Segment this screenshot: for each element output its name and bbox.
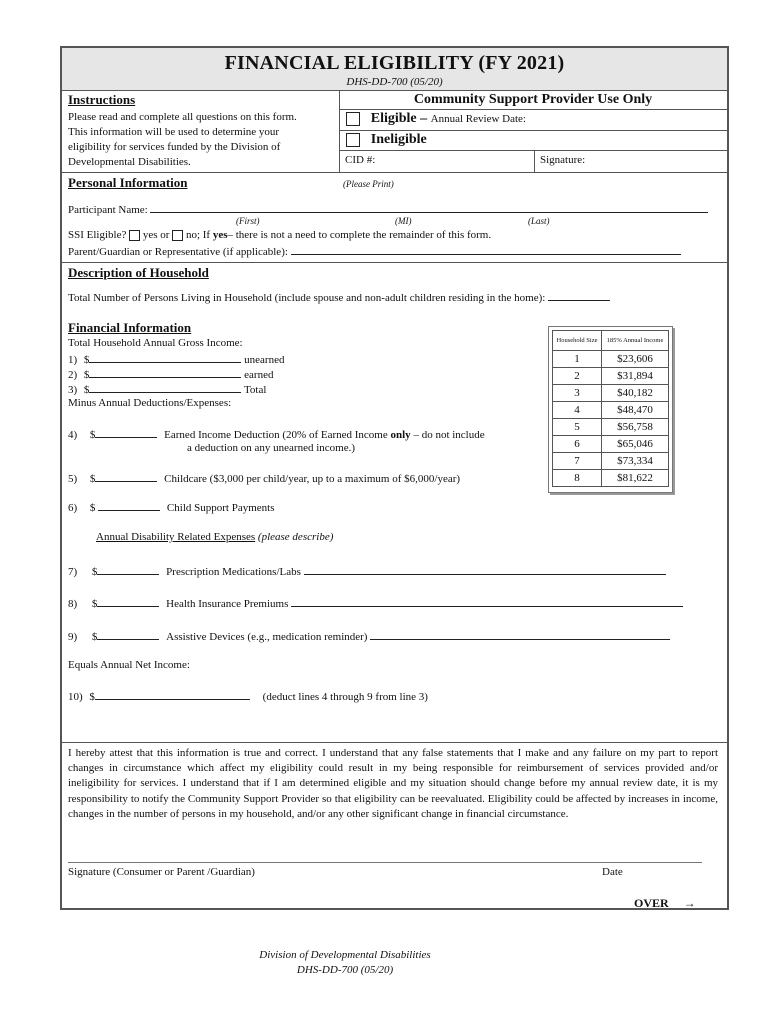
instructions-text <box>68 110 336 170</box>
ssi-yes-bold: yes <box>212 229 228 241</box>
minus-label: Minus Annual Deductions/Expenses: <box>68 397 232 409</box>
divider <box>62 742 727 743</box>
date-label: Date <box>602 866 623 878</box>
line-number: 2) <box>68 369 78 381</box>
income-cell: $40,182 <box>602 385 669 402</box>
household-count-field[interactable] <box>548 290 610 301</box>
dollar-sign: $ <box>91 631 98 643</box>
line-4 <box>68 427 485 441</box>
footer-division: Division of Developmental Disabilities <box>259 949 431 961</box>
table-row <box>553 436 669 453</box>
eligible-dash: – <box>416 111 431 126</box>
over-label: OVER <box>634 896 669 910</box>
dollar-sign: $ <box>83 384 90 396</box>
attestation-text: I hereby attest that this information is true and correct. I understand that any false statements that I make and any failure on my part to report changes in circumstance which affect my eligibility could result in my being responsible for reimbursement of services provided and/or ineligibility for services. I understand that if I am determined eligible and my situation should change before my annual review date, it is my responsibility to notify the Community Support Provider so that eligibility can be reevaluated. Eligibility could be affected by increases in income, changes in the number of persons in my household, and/or any other significant change in financial circumstance. <box>68 747 718 820</box>
divider <box>534 150 535 172</box>
table-row <box>553 385 669 402</box>
line-number: 1) <box>68 354 78 366</box>
table-row <box>553 453 669 470</box>
line-1 <box>68 352 284 366</box>
household-heading: Description of Household <box>68 265 209 280</box>
assistive-amount-field[interactable] <box>97 629 159 640</box>
line-label: unearned <box>244 354 285 366</box>
total-field[interactable] <box>89 382 241 393</box>
line-number: 8) <box>68 598 78 610</box>
dollar-sign: $ <box>89 473 96 485</box>
line-8 <box>68 596 683 610</box>
size-cell: 2 <box>553 368 602 385</box>
table-row <box>553 470 669 487</box>
line-2 <box>68 367 273 381</box>
arrow-right-icon: → <box>683 896 696 910</box>
line-number: 5) <box>68 473 78 485</box>
child-support-field[interactable] <box>98 500 160 511</box>
eligible-row <box>346 111 526 127</box>
ssi-no-checkbox[interactable] <box>172 230 183 241</box>
guardian-field[interactable] <box>291 244 681 255</box>
insurance-description-field[interactable] <box>291 596 683 607</box>
earned-field[interactable] <box>89 367 241 378</box>
line-label: Health Insurance Premiums <box>166 598 289 610</box>
line-5 <box>68 471 460 485</box>
divider <box>62 90 727 91</box>
dollar-sign: $ <box>91 598 98 610</box>
line-9 <box>68 629 670 643</box>
size-cell: 7 <box>553 453 602 470</box>
dollar-sign: $ <box>83 369 90 381</box>
footer-form-id: DHS-DD-700 (05/20) <box>296 964 394 976</box>
ssi-yes-checkbox[interactable] <box>129 230 140 241</box>
personal-heading: Personal Information <box>68 175 188 190</box>
insurance-amount-field[interactable] <box>97 596 159 607</box>
line-number: 7) <box>68 566 78 578</box>
over-indicator <box>634 896 696 911</box>
divider <box>339 109 727 110</box>
first-hint: (First) <box>236 216 260 226</box>
please-print-note: (Please Print) <box>343 179 394 189</box>
line-label: earned <box>244 369 274 381</box>
line-label: Assistive Devices (e.g., medication reminder) <box>166 631 368 643</box>
instructions-line: eligibility for services funded by the Division of <box>68 141 281 153</box>
dollar-sign: $ <box>89 429 96 441</box>
line-label: Total <box>243 384 267 396</box>
dollar-sign: $ <box>89 502 96 514</box>
income-cell: $31,894 <box>602 368 669 385</box>
line-7 <box>68 564 666 578</box>
signature-line[interactable] <box>68 862 702 863</box>
participant-row <box>68 202 708 216</box>
income-cell: $23,606 <box>602 351 669 368</box>
ssi-tail: – there is not a need to complete the remainder of this form. <box>227 229 492 241</box>
line-label: Earned Income Deduction (20% of Earned Income <box>164 429 388 441</box>
participant-name-field[interactable] <box>150 202 708 213</box>
ssi-label: SSI Eligible? <box>68 229 127 241</box>
table-row <box>553 368 669 385</box>
only-bold: only <box>390 429 411 441</box>
income-cell: $56,758 <box>602 419 669 436</box>
size-cell: 4 <box>553 402 602 419</box>
provider-heading: Community Support Provider Use Only <box>413 92 653 107</box>
divider <box>339 130 727 131</box>
line-number: 3) <box>68 384 78 396</box>
line-number: 10) <box>68 691 83 703</box>
income-cell: $48,470 <box>602 402 669 419</box>
ineligible-label: Ineligible <box>370 132 427 147</box>
form-title: FINANCIAL ELIGIBILITY (FY 2021) <box>224 52 565 74</box>
table-row <box>553 402 669 419</box>
income-cell: $65,046 <box>602 436 669 453</box>
line-6 <box>68 500 274 514</box>
table-row <box>553 351 669 368</box>
income-cell: $73,334 <box>602 453 669 470</box>
line-number: 4) <box>68 429 78 441</box>
disability-row <box>96 531 333 543</box>
line-label: (deduct lines 4 through 9 from line 3) <box>262 691 428 703</box>
divider <box>62 172 727 173</box>
mi-hint: (MI) <box>395 216 412 226</box>
assistive-description-field[interactable] <box>370 629 670 640</box>
table-row <box>553 419 669 436</box>
size-cell: 3 <box>553 385 602 402</box>
ineligible-row <box>346 132 427 148</box>
form-id: DHS-DD-700 (05/20) <box>346 76 443 88</box>
last-hint: (Last) <box>528 216 550 226</box>
eligible-checkbox[interactable] <box>346 112 360 126</box>
household-size-header: Household Size <box>553 331 602 351</box>
income-guideline-table <box>552 330 669 487</box>
table-header-row <box>553 331 669 351</box>
gross-label: Total Household Annual Gross Income: <box>68 337 243 349</box>
guardian-row <box>68 244 681 258</box>
income-cell: $81,622 <box>602 470 669 487</box>
childcare-field[interactable] <box>95 471 157 482</box>
line-3 <box>68 382 266 396</box>
instructions-line: This information will be used to determine your <box>68 126 280 138</box>
signature-label: Signature: <box>540 154 586 166</box>
household-label: Total Number of Persons Living in Household (include spouse and non-adult children residing in the home): <box>68 292 546 304</box>
earned-deduction-field[interactable] <box>95 427 157 438</box>
divider <box>339 150 727 151</box>
line-label: Prescription Medications/Labs <box>166 566 301 578</box>
consumer-signature-label: Signature (Consumer or Parent /Guardian) <box>68 866 255 878</box>
disability-heading: Annual Disability Related Expenses <box>96 531 256 543</box>
financial-heading: Financial Information <box>68 320 192 335</box>
prescription-amount-field[interactable] <box>97 564 159 575</box>
line-10 <box>68 689 428 703</box>
net-income-field[interactable] <box>95 689 250 700</box>
size-cell: 5 <box>553 419 602 436</box>
size-cell: 1 <box>553 351 602 368</box>
instructions-line: Developmental Disabilities. <box>68 156 191 168</box>
instructions-line: Please read and complete all questions on this form. <box>68 111 297 123</box>
ineligible-checkbox[interactable] <box>346 133 360 147</box>
disability-note: (please describe) <box>257 531 334 543</box>
unearned-field[interactable] <box>89 352 241 363</box>
participant-label: Participant Name: <box>68 204 148 216</box>
ssi-yes-or: yes or <box>142 229 170 241</box>
dollar-sign: $ <box>91 566 98 578</box>
review-date-label: Annual Review Date: <box>430 113 526 125</box>
size-cell: 8 <box>553 470 602 487</box>
dollar-sign: $ <box>83 354 90 366</box>
guardian-label: Parent/Guardian or Representative (if applicable): <box>68 246 288 258</box>
ssi-row <box>68 229 491 241</box>
annual-income-header: 185% Annual Income <box>602 331 669 351</box>
size-cell: 6 <box>553 436 602 453</box>
line-label: – do not include <box>413 429 485 441</box>
prescription-description-field[interactable] <box>304 564 666 575</box>
line-4-continued: a deduction on any unearned income.) <box>187 442 355 454</box>
divider <box>62 262 727 263</box>
cid-label: CID #: <box>345 154 376 166</box>
household-row <box>68 290 610 304</box>
ssi-no-if: no; If <box>185 229 211 241</box>
line-number: 9) <box>68 631 78 643</box>
line-label: Childcare ($3,000 per child/year, up to a maximum of $6,000/year) <box>164 473 461 485</box>
line-number: 6) <box>68 502 78 514</box>
dollar-sign: $ <box>89 691 95 703</box>
line-label: Child Support Payments <box>166 502 275 514</box>
instructions-heading: Instructions <box>68 92 136 107</box>
eligible-label: Eligible <box>370 111 417 126</box>
net-label: Equals Annual Net Income: <box>68 659 190 671</box>
